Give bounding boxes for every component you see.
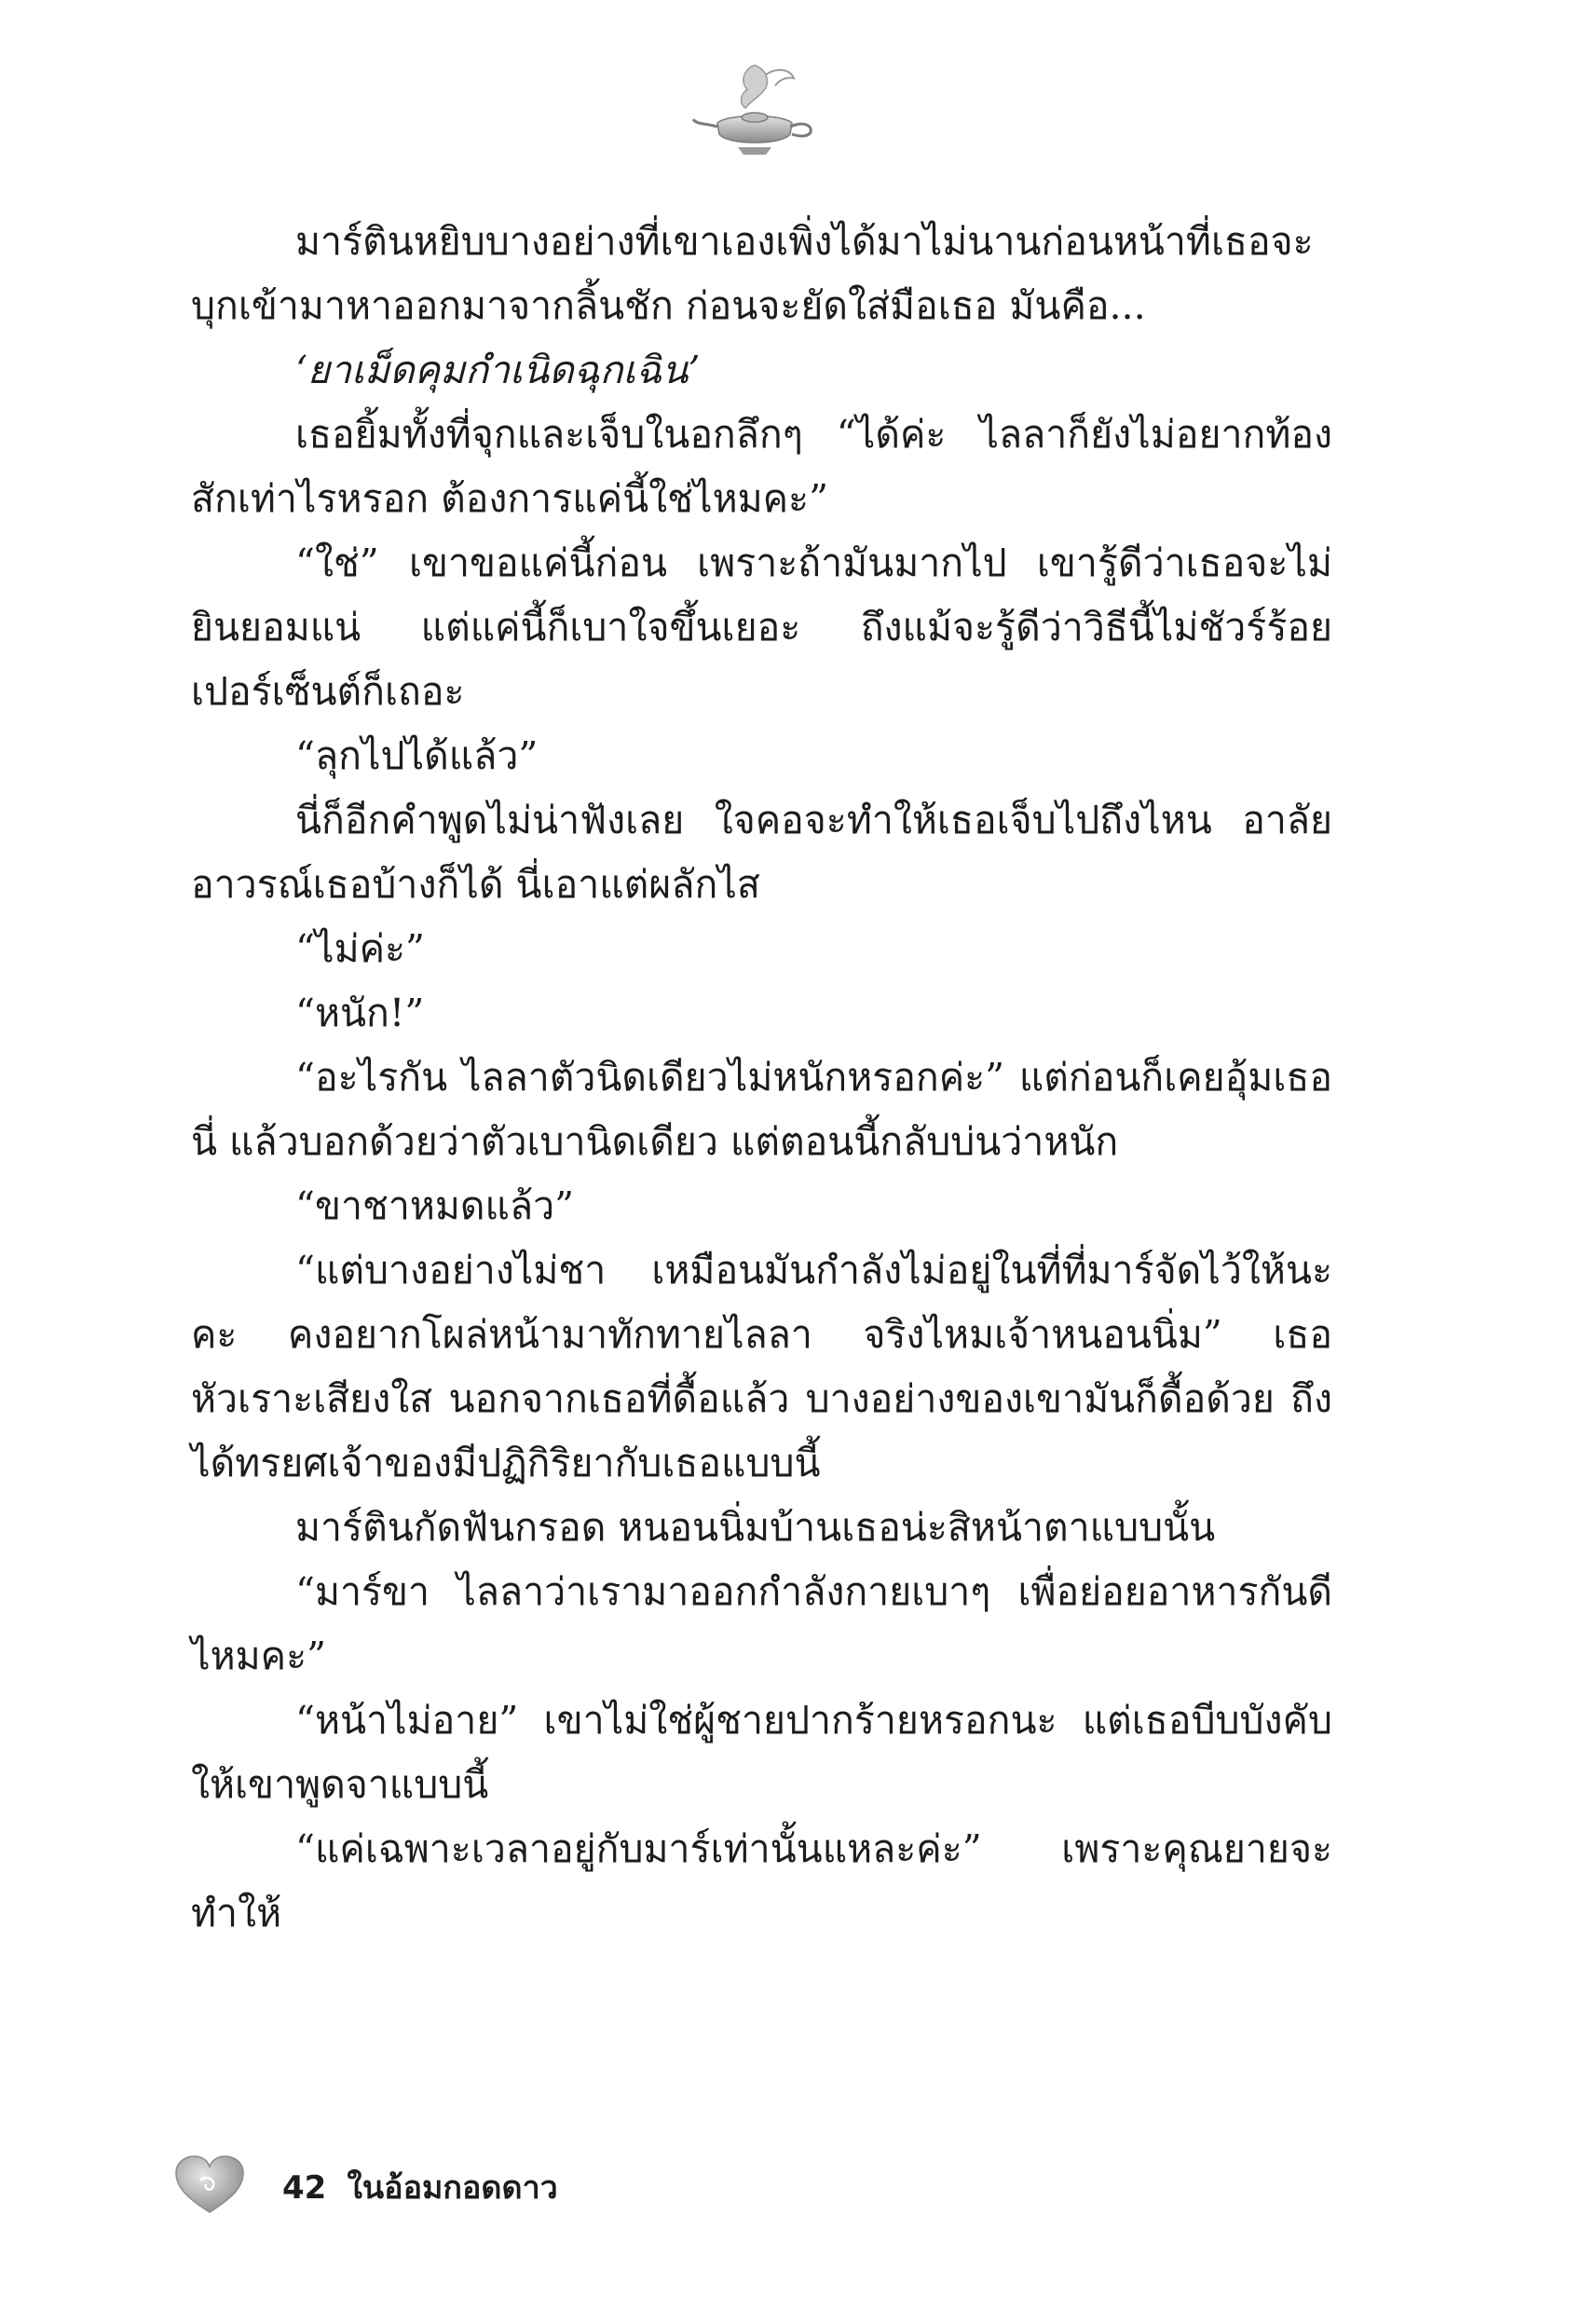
paragraph: ‘ยาเม็ดคุมกำเนิดฉุกเฉิน’ [295, 348, 701, 392]
paragraph: มาร์ตินกัดฟันกรอด หนอนนิ่มบ้านเธอน่ะสิหน้าตาแบบนั้น [295, 1505, 1216, 1550]
paragraph: “แต่บางอย่างไม่ชา เหมือนมันกำลังไม่อยู่ในที่ที่มาร์จัดไว้ให้นะคะ คงอยากโผล่หน้ามาทักทายไลลา จริงไหมเจ้าหนอนนิ่ม” เธอหัวเราะเสียงใส นอกจากเธอที่ดื้อแล้ว บางอย่างของเขามันก็ดื้อด้วย ถึงได้ทรยศเจ้าของมีปฏิกิริยากับเธอแบบนี้ [191, 1248, 1332, 1485]
paragraph: นี่ก็อีกคำพูดไม่น่าฟังเลย ใจคอจะทำให้เธอเจ็บไปถึงไหน อาลัยอาวรณ์เธอบ้างก็ได้ นี่เอาแต่ผลักไส [191, 798, 1332, 907]
paragraph: “ใช่” เขาขอแค่นี้ก่อน เพราะถ้ามันมากไป เขารู้ดีว่าเธอจะไม่ยินยอมแน่ แต่แค่นี้ก็เบาใจขึ้นเยอะ ถึงแม้จะรู้ดีว่าวิธีนี้ไม่ชัวร์ร้อยเปอร์เซ็นต์ก็เถอะ [191, 540, 1332, 714]
paragraph: มาร์ตินหยิบบางอย่างที่เขาเองเพิ่งได้มาไม่นานก่อนหน้าที่เธอจะบุกเข้ามาหาออกมาจากลิ้นชัก ก่อนจะยัดใส่มือเธอ มันคือ... [191, 219, 1314, 328]
genie-lamp-ornament-icon [689, 56, 820, 168]
paragraph: “แค่เฉพาะเวลาอยู่กับมาร์เท่านั้นแหละค่ะ” เพราะคุณยายจะทำให้ [191, 1826, 1332, 1935]
paragraph: “ลุกไปได้แล้ว” [295, 733, 539, 778]
paragraph: “ไม่ค่ะ” [295, 926, 426, 971]
heart-icon [172, 2153, 247, 2216]
paragraph: “อะไรกัน ไลลาตัวนิดเดียวไม่หนักหรอกค่ะ” แต่ก่อนก็เคยอุ้มเธอนี่ แล้วบอกด้วยว่าตัวเบานิดเดียว แต่ตอนนี้กลับบ่นว่าหนัก [191, 1055, 1332, 1164]
page-footer [172, 2153, 731, 2218]
body-text [191, 210, 1332, 1946]
paragraph: เธอยิ้มทั้งที่จุกและเจ็บในอกลึกๆ “ได้ค่ะ ไลลาก็ยังไม่อยากท้องสักเท่าไรหรอก ต้องการแค่นี้ใช่ไหมคะ” [191, 412, 1332, 521]
page-number: 42 [282, 2169, 327, 2207]
paragraph: “ขาชาหมดแล้ว” [295, 1183, 575, 1228]
footer-text [282, 2162, 579, 2212]
paragraph: “มาร์ขา ไลลาว่าเรามาออกกำลังกายเบาๆ เพื่อย่อยอาหารกันดีไหมคะ” [191, 1569, 1332, 1678]
book-title: ในอ้อมกอดดาว [347, 2169, 558, 2207]
paragraph: “หน้าไม่อาย” เขาไม่ใช่ผู้ชายปากร้ายหรอกนะ แต่เธอบีบบังคับให้เขาพูดจาแบบนี้ [191, 1698, 1332, 1807]
paragraph: “หนัก!” [295, 991, 425, 1035]
